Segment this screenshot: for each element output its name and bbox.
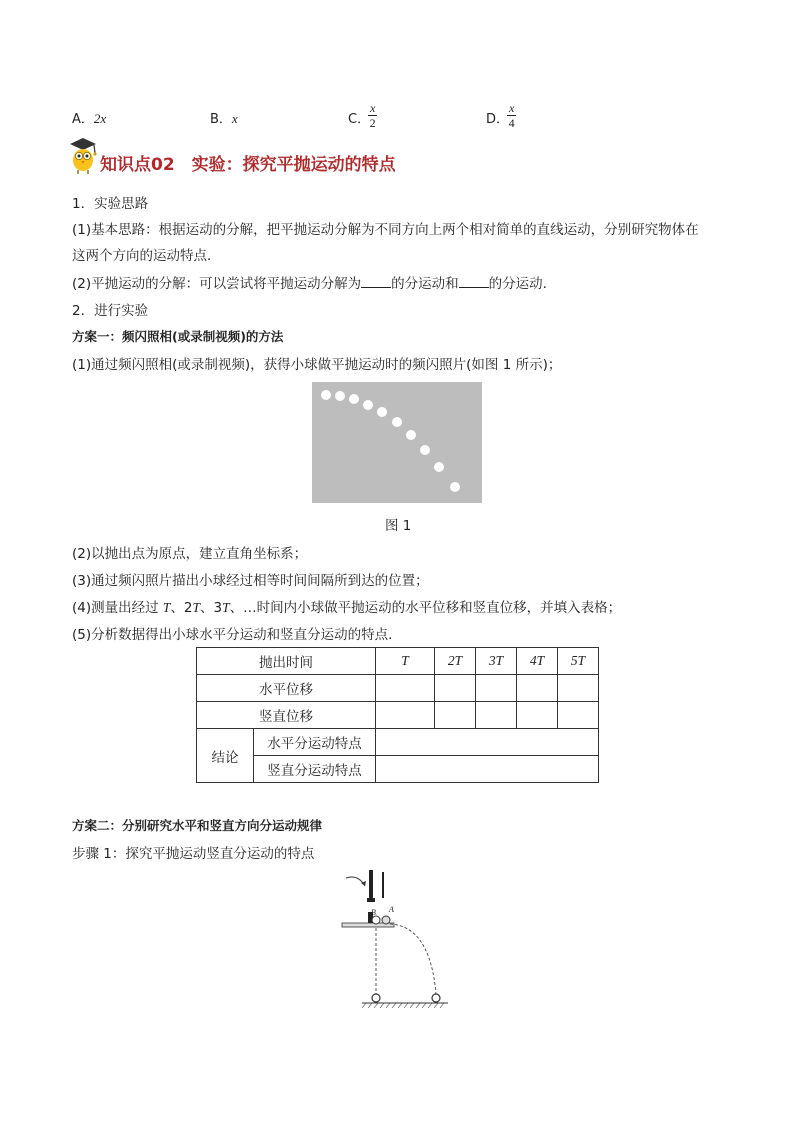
ball-dot bbox=[363, 400, 373, 410]
table-time-cell: 3T bbox=[476, 648, 517, 675]
ball-dot bbox=[321, 390, 331, 400]
table-cell bbox=[435, 675, 476, 702]
step-4 bbox=[72, 596, 621, 616]
table-time-cell: 2T bbox=[435, 648, 476, 675]
ball-dot bbox=[450, 482, 460, 492]
table-cell bbox=[376, 675, 435, 702]
choice-a-value: 2x bbox=[93, 111, 107, 126]
table-time-cell: 5T bbox=[558, 648, 599, 675]
table-row-label-horizontal: 水平位移 bbox=[197, 675, 376, 702]
decomposition-suffix: 的分运动． bbox=[488, 276, 557, 292]
heading-idea: 1．实验思路 bbox=[72, 196, 149, 212]
choice-d-label: D． bbox=[486, 112, 510, 127]
choice-d-fraction bbox=[507, 101, 516, 130]
strobe-photo bbox=[312, 382, 482, 503]
table-row bbox=[197, 702, 599, 729]
table-time-cell: 4T bbox=[517, 648, 558, 675]
table-conclusion-vertical: 竖直分运动特点 bbox=[254, 756, 376, 783]
table-cell bbox=[517, 702, 558, 729]
table-row bbox=[197, 756, 599, 783]
table-time-cell: T bbox=[376, 648, 435, 675]
table-cell bbox=[435, 702, 476, 729]
plan-one-title: 方案一：频闪照相(或录制视频)的方法 bbox=[72, 329, 284, 344]
paragraph-basic-idea-1: (1)基本思路：根据运动的分解，把平抛运动分解为不同方向上两个相对简单的直线运动，分别研究物体在 bbox=[72, 222, 699, 238]
table-row bbox=[197, 648, 599, 675]
hammer-post bbox=[382, 872, 384, 898]
ball-dot bbox=[377, 407, 387, 417]
choice-d-numerator: x bbox=[509, 101, 515, 115]
figure-1-caption: 图 1 bbox=[385, 518, 412, 534]
table-conclusion-label: 结论 bbox=[197, 729, 254, 783]
table-row bbox=[197, 675, 599, 702]
choice-c-numerator: x bbox=[370, 101, 376, 115]
step-4-sep1: 、2 bbox=[170, 600, 193, 616]
apparatus-diagram bbox=[338, 866, 458, 1012]
ball-b bbox=[372, 916, 380, 924]
decomposition-prefix: (2)平抛运动的分解：可以尝试将平抛运动分解为 bbox=[72, 276, 362, 292]
ball-dot bbox=[434, 462, 444, 472]
step-4-sep2: 、3 bbox=[200, 600, 223, 616]
choice-b bbox=[210, 108, 238, 127]
step-4-suffix: 、…时间内小球做平抛运动的水平位移和竖直位移，并填入表格； bbox=[229, 600, 622, 616]
paragraph-decomposition bbox=[72, 272, 556, 292]
section-title: 知识点02 实验：探究平抛运动的特点 bbox=[100, 155, 396, 175]
choice-c-label: C． bbox=[348, 112, 371, 127]
step-2: (2)以抛出点为原点，建立直角坐标系； bbox=[72, 546, 308, 562]
step-4-prefix: (4)测量出经过 bbox=[72, 600, 163, 616]
ball-dot bbox=[349, 394, 359, 404]
table-cell bbox=[376, 702, 435, 729]
step-1: (1)通过频闪照相(或录制视频)，获得小球做平抛运动时的频闪照片(如图 1 所示)； bbox=[72, 357, 562, 373]
parabolic-path bbox=[390, 924, 436, 994]
hammer-arrow bbox=[346, 877, 365, 886]
choice-a-label: A． bbox=[72, 112, 94, 127]
table-cell bbox=[376, 756, 599, 783]
step-5: (5)分析数据得出小球水平分运动和竖直分运动的特点. bbox=[72, 627, 393, 643]
choice-b-value: x bbox=[231, 111, 238, 126]
table-row bbox=[197, 729, 599, 756]
hammer-handle bbox=[369, 870, 373, 900]
hammer-head bbox=[367, 898, 375, 902]
data-table bbox=[196, 647, 599, 783]
choice-a bbox=[72, 108, 106, 127]
table-header-time: 抛出时间 bbox=[197, 648, 376, 675]
table-conclusion-horizontal: 水平分运动特点 bbox=[254, 729, 376, 756]
ball-dot bbox=[406, 430, 416, 440]
step-b1: 步骤 1：探究平抛运动竖直分运动的特点 bbox=[72, 846, 315, 862]
choice-b-label: B． bbox=[210, 112, 232, 127]
ball-dot bbox=[420, 445, 430, 455]
table-cell bbox=[558, 675, 599, 702]
ball-dot bbox=[335, 391, 345, 401]
step-4-t2: T bbox=[192, 600, 201, 615]
heading-experiment: 2．进行实验 bbox=[72, 303, 149, 319]
owl-graduate-icon bbox=[66, 136, 100, 176]
ball-dot bbox=[392, 417, 402, 427]
step-4-t: T bbox=[162, 600, 171, 615]
table-cell bbox=[476, 702, 517, 729]
table-cell bbox=[558, 702, 599, 729]
choice-c-fraction bbox=[368, 101, 377, 130]
ground-hatch bbox=[362, 1003, 444, 1008]
choice-d-denominator: 4 bbox=[508, 116, 515, 130]
step-3: (3)通过频闪照片描出小球经过相等时间间隔所到达的位置； bbox=[72, 573, 429, 589]
ball-b-landed bbox=[372, 994, 380, 1002]
ball-a-landed bbox=[432, 994, 440, 1002]
table-cell bbox=[517, 675, 558, 702]
paragraph-basic-idea-2: 这两个方向的运动特点． bbox=[72, 248, 221, 264]
label-b: B bbox=[371, 908, 376, 917]
plan-two-title: 方案二：分别研究水平和竖直方向分运动规律 bbox=[72, 818, 323, 833]
choice-c-denominator: 2 bbox=[369, 116, 376, 130]
table-cell bbox=[476, 675, 517, 702]
step-4-t3: T bbox=[222, 600, 230, 615]
decomposition-mid: 的分运动和 bbox=[391, 276, 459, 292]
fill-blank-2 bbox=[459, 275, 489, 288]
table-cell bbox=[376, 729, 599, 756]
label-a: A bbox=[389, 905, 394, 914]
fill-blank-1 bbox=[361, 275, 391, 288]
ball-a bbox=[382, 916, 390, 924]
table-row-label-vertical: 竖直位移 bbox=[197, 702, 376, 729]
